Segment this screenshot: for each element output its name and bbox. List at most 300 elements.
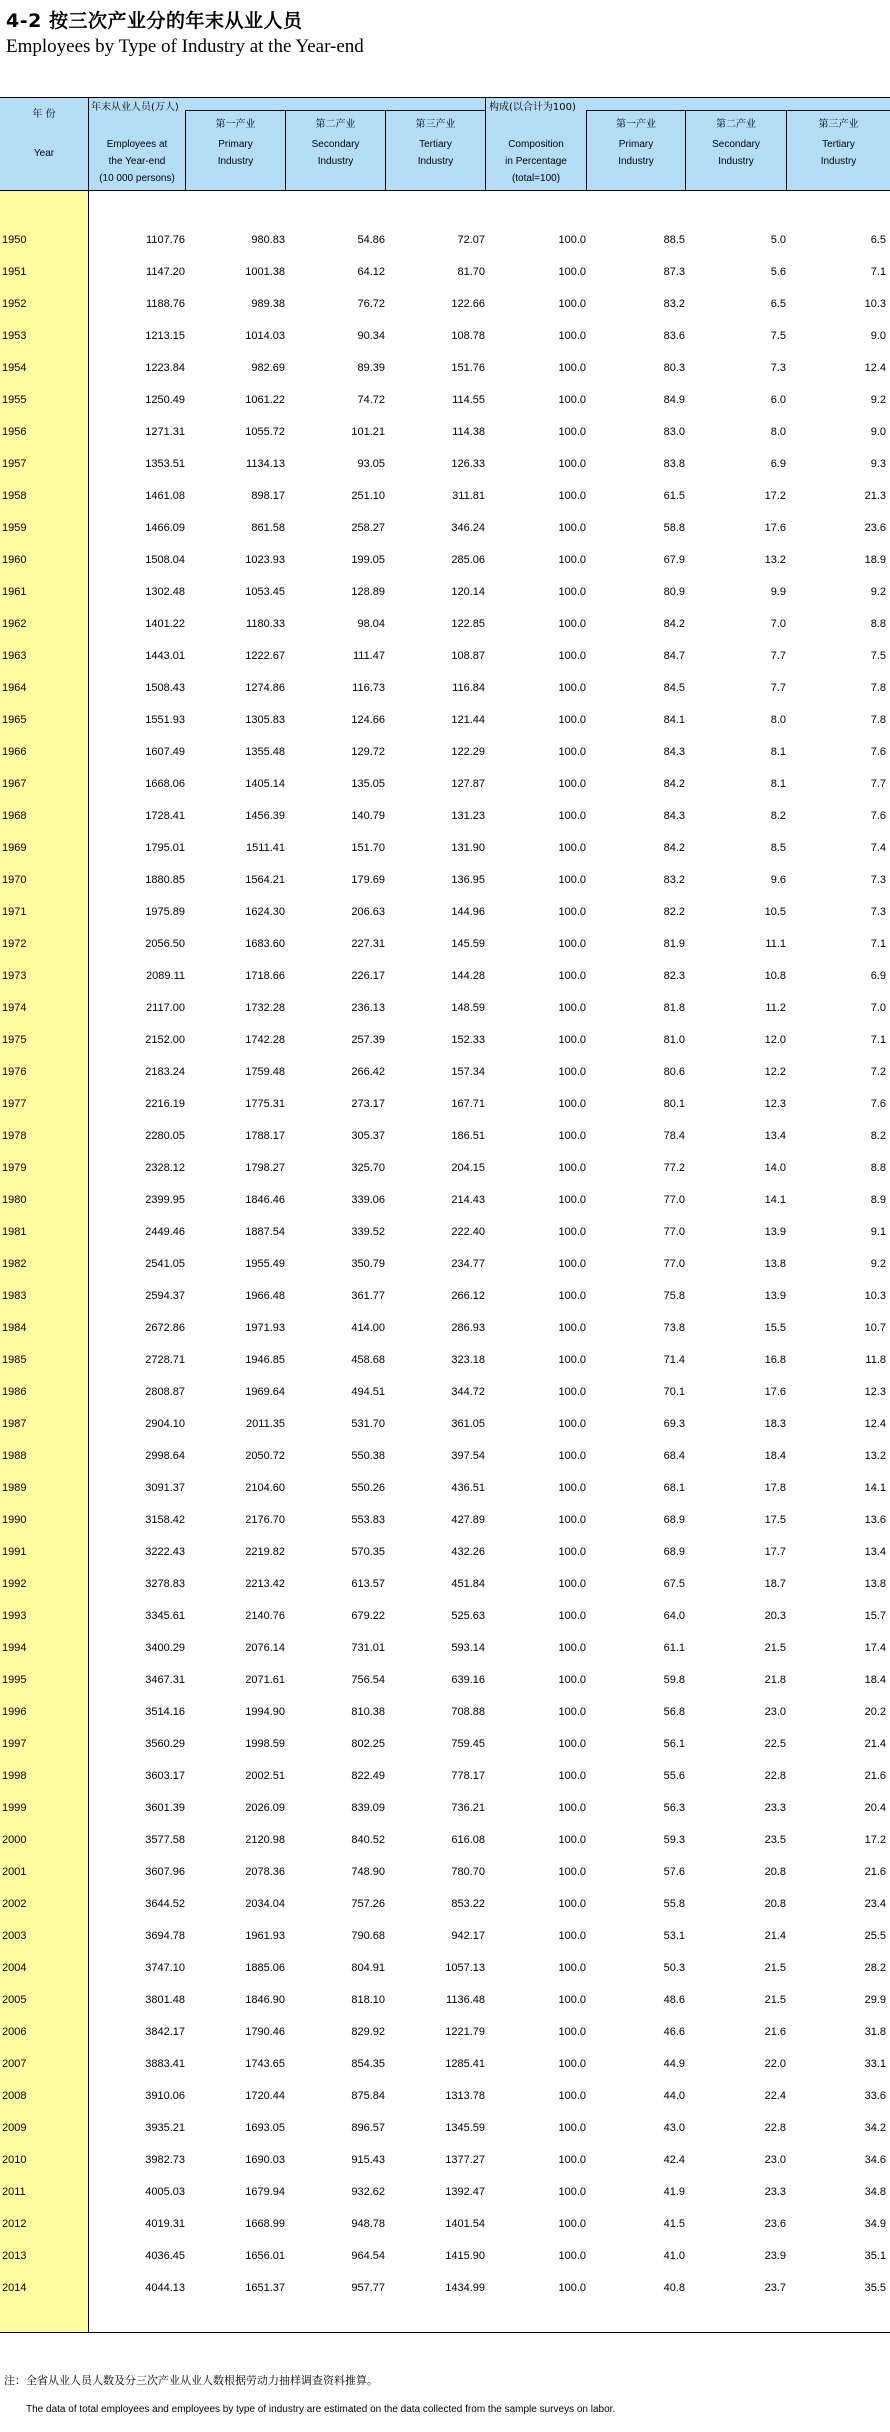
cell-primary-pct: 48.6 bbox=[663, 1994, 685, 2006]
cell-secondary: 116.73 bbox=[352, 682, 385, 694]
cell-tertiary: 167.71 bbox=[451, 1098, 485, 1110]
table-row bbox=[0, 1599, 890, 1631]
table-row bbox=[0, 671, 890, 703]
cell-secondary: 790.68 bbox=[351, 1930, 385, 1942]
cell-tertiary-pct: 9.2 bbox=[870, 1258, 886, 1270]
cell-primary: 982.69 bbox=[251, 362, 285, 374]
cell-tertiary: 323.18 bbox=[451, 1354, 485, 1366]
cell-total: 1353.51 bbox=[145, 458, 185, 470]
cell-total: 2904.10 bbox=[145, 1418, 185, 1430]
table-row bbox=[0, 1119, 890, 1151]
cell-primary: 2076.14 bbox=[245, 1642, 285, 1654]
cell-composition: 100.0 bbox=[558, 650, 586, 662]
cell-primary: 1564.21 bbox=[245, 874, 285, 886]
cell-total: 3747.10 bbox=[145, 1962, 185, 1974]
header-tertiary-pct-industry: Industry bbox=[820, 156, 857, 167]
cell-secondary-pct: 18.3 bbox=[764, 1418, 786, 1430]
row-year: 2009 bbox=[2, 2122, 27, 2134]
table-row bbox=[0, 895, 890, 927]
cell-composition: 100.0 bbox=[558, 682, 586, 694]
cell-total: 1508.43 bbox=[145, 682, 185, 694]
table-bottom-rule bbox=[0, 2332, 890, 2333]
cell-tertiary: 285.06 bbox=[451, 554, 485, 566]
cell-primary: 2011.35 bbox=[246, 1418, 285, 1430]
cell-primary: 1053.45 bbox=[245, 586, 285, 598]
cell-primary-pct: 73.8 bbox=[663, 1322, 685, 1334]
cell-primary-pct: 41.9 bbox=[663, 2186, 685, 2198]
cell-tertiary-pct: 28.2 bbox=[864, 1962, 886, 1974]
cell-tertiary: 853.22 bbox=[451, 1898, 485, 1910]
cell-primary: 1998.59 bbox=[245, 1738, 285, 1750]
cell-secondary-pct: 12.3 bbox=[764, 1098, 786, 1110]
cell-secondary: 458.68 bbox=[351, 1354, 385, 1366]
cell-primary: 898.17 bbox=[251, 490, 285, 502]
cell-composition: 100.0 bbox=[558, 1834, 586, 1846]
cell-total: 2672.86 bbox=[145, 1322, 185, 1334]
cell-tertiary: 222.40 bbox=[451, 1226, 485, 1238]
cell-tertiary-pct: 7.3 bbox=[870, 874, 886, 886]
table-row bbox=[0, 1663, 890, 1695]
table-row bbox=[0, 1983, 890, 2015]
cell-tertiary: 1415.90 bbox=[445, 2250, 485, 2262]
row-year: 2012 bbox=[2, 2218, 27, 2230]
cell-tertiary: 397.54 bbox=[451, 1450, 485, 1462]
cell-secondary: 840.52 bbox=[351, 1834, 385, 1846]
cell-secondary: 494.51 bbox=[351, 1386, 385, 1398]
cell-primary-pct: 61.1 bbox=[663, 1642, 685, 1654]
cell-secondary: 839.09 bbox=[351, 1802, 385, 1814]
cell-primary: 1885.06 bbox=[245, 1962, 285, 1974]
cell-tertiary: 144.28 bbox=[451, 970, 485, 982]
cell-primary: 1693.05 bbox=[245, 2122, 285, 2134]
cell-tertiary-pct: 18.4 bbox=[864, 1674, 886, 1686]
cell-total: 3514.16 bbox=[145, 1706, 185, 1718]
table-row bbox=[0, 351, 890, 383]
cell-composition: 100.0 bbox=[558, 1898, 586, 1910]
cell-tertiary: 157.34 bbox=[451, 1066, 485, 1078]
cell-tertiary-pct: 34.6 bbox=[864, 2154, 886, 2166]
cell-secondary-pct: 5.0 bbox=[770, 234, 786, 246]
cell-primary-pct: 84.3 bbox=[663, 810, 685, 822]
cell-total: 1466.09 bbox=[145, 522, 185, 534]
cell-tertiary-pct: 7.7 bbox=[870, 778, 886, 790]
cell-tertiary-pct: 8.8 bbox=[870, 1162, 886, 1174]
cell-composition: 100.0 bbox=[558, 2058, 586, 2070]
cell-tertiary: 81.70 bbox=[457, 266, 485, 278]
cell-secondary-pct: 7.7 bbox=[770, 650, 786, 662]
cell-tertiary-pct: 7.2 bbox=[870, 1066, 886, 1078]
table-row bbox=[0, 1439, 890, 1471]
header-total-en-3: (10 000 persons) bbox=[99, 173, 175, 184]
cell-tertiary-pct: 33.6 bbox=[864, 2090, 886, 2102]
cell-tertiary-pct: 31.8 bbox=[864, 2026, 886, 2038]
cell-primary-pct: 44.0 bbox=[663, 2090, 685, 2102]
cell-secondary-pct: 6.0 bbox=[770, 394, 786, 406]
cell-secondary: 273.17 bbox=[351, 1098, 385, 1110]
cell-secondary-pct: 23.7 bbox=[764, 2282, 786, 2294]
cell-tertiary-pct: 15.7 bbox=[864, 1610, 886, 1622]
table-row bbox=[0, 2271, 890, 2303]
cell-composition: 100.0 bbox=[558, 2250, 586, 2262]
header-year bbox=[0, 106, 88, 162]
cell-tertiary-pct: 21.4 bbox=[864, 1738, 886, 1750]
table-row bbox=[0, 1375, 890, 1407]
cell-composition: 100.0 bbox=[558, 1450, 586, 1462]
cell-tertiary: 593.14 bbox=[451, 1642, 485, 1654]
cell-primary: 2034.04 bbox=[245, 1898, 285, 1910]
row-year: 1976 bbox=[2, 1066, 27, 1078]
cell-total: 3982.73 bbox=[145, 2154, 185, 2166]
cell-secondary: 135.05 bbox=[351, 778, 385, 790]
table-row bbox=[0, 2079, 890, 2111]
cell-tertiary: 1377.27 bbox=[445, 2154, 485, 2166]
header-comp-en-2: in Percentage bbox=[505, 156, 567, 167]
header-bottom-rule bbox=[0, 190, 890, 191]
cell-secondary-pct: 20.8 bbox=[764, 1866, 786, 1878]
cell-secondary: 258.27 bbox=[351, 522, 385, 534]
cell-primary-pct: 84.2 bbox=[663, 842, 685, 854]
cell-tertiary-pct: 18.9 bbox=[864, 554, 886, 566]
cell-tertiary: 266.12 bbox=[451, 1290, 485, 1302]
cell-tertiary: 186.51 bbox=[451, 1130, 485, 1142]
cell-tertiary: 151.76 bbox=[451, 362, 485, 374]
cell-total: 1443.01 bbox=[145, 650, 185, 662]
cell-primary: 1743.65 bbox=[245, 2058, 285, 2070]
row-year: 1996 bbox=[2, 1706, 27, 1718]
cell-secondary: 101.21 bbox=[351, 426, 385, 438]
cell-composition: 100.0 bbox=[558, 1482, 586, 1494]
cell-tertiary-pct: 9.2 bbox=[870, 586, 886, 598]
table-row bbox=[0, 2015, 890, 2047]
cell-secondary: 64.12 bbox=[357, 266, 385, 278]
cell-primary-pct: 84.9 bbox=[663, 394, 685, 406]
cell-primary-pct: 43.0 bbox=[663, 2122, 685, 2134]
cell-secondary-pct: 10.5 bbox=[764, 906, 786, 918]
row-year: 1971 bbox=[2, 906, 27, 918]
cell-primary-pct: 64.0 bbox=[663, 1610, 685, 1622]
cell-secondary: 305.37 bbox=[351, 1130, 385, 1142]
cell-tertiary-pct: 6.5 bbox=[870, 234, 886, 246]
cell-primary: 2078.36 bbox=[245, 1866, 285, 1878]
table-row bbox=[0, 415, 890, 447]
cell-tertiary: 108.78 bbox=[451, 330, 485, 342]
cell-composition: 100.0 bbox=[558, 906, 586, 918]
cell-total: 1107.76 bbox=[146, 234, 185, 246]
cell-tertiary: 736.21 bbox=[451, 1802, 485, 1814]
row-year: 1987 bbox=[2, 1418, 27, 1430]
header-group-rule-2 bbox=[586, 110, 890, 111]
cell-primary-pct: 59.8 bbox=[663, 1674, 685, 1686]
cell-total: 2594.37 bbox=[145, 1290, 185, 1302]
cell-primary: 861.58 bbox=[251, 522, 285, 534]
cell-tertiary-pct: 34.8 bbox=[864, 2186, 886, 2198]
cell-secondary: 257.39 bbox=[351, 1034, 385, 1046]
cell-tertiary: 361.05 bbox=[451, 1418, 485, 1430]
cell-composition: 100.0 bbox=[558, 2026, 586, 2038]
cell-secondary-pct: 8.0 bbox=[770, 714, 786, 726]
cell-tertiary: 72.07 bbox=[457, 234, 485, 246]
cell-primary-pct: 68.9 bbox=[663, 1514, 685, 1526]
row-year: 1962 bbox=[2, 618, 27, 630]
table-row bbox=[0, 1407, 890, 1439]
row-year: 2006 bbox=[2, 2026, 27, 2038]
cell-primary: 1969.64 bbox=[245, 1386, 285, 1398]
cell-primary: 1180.33 bbox=[246, 618, 285, 630]
cell-primary: 1061.22 bbox=[245, 394, 285, 406]
cell-tertiary: 286.93 bbox=[451, 1322, 485, 1334]
cell-total: 3935.21 bbox=[145, 2122, 185, 2134]
cell-tertiary-pct: 14.1 bbox=[864, 1482, 886, 1494]
cell-primary: 1222.67 bbox=[245, 650, 285, 662]
row-year: 1965 bbox=[2, 714, 27, 726]
row-year: 2003 bbox=[2, 1930, 27, 1942]
cell-tertiary-pct: 13.6 bbox=[864, 1514, 886, 1526]
cell-tertiary: 778.17 bbox=[451, 1770, 485, 1782]
cell-secondary-pct: 8.0 bbox=[770, 426, 786, 438]
table-row bbox=[0, 2175, 890, 2207]
cell-total: 4019.31 bbox=[145, 2218, 185, 2230]
cell-secondary-pct: 17.6 bbox=[764, 1386, 786, 1398]
header-tertiary-pct-cn: 第三产业 bbox=[818, 119, 859, 130]
cell-tertiary: 451.84 bbox=[451, 1578, 485, 1590]
cell-composition: 100.0 bbox=[558, 810, 586, 822]
cell-secondary: 227.31 bbox=[351, 938, 385, 950]
cell-primary-pct: 77.0 bbox=[663, 1194, 685, 1206]
cell-primary-pct: 68.4 bbox=[663, 1450, 685, 1462]
cell-composition: 100.0 bbox=[558, 1322, 586, 1334]
cell-tertiary-pct: 7.4 bbox=[870, 842, 886, 854]
cell-total: 3345.61 bbox=[145, 1610, 185, 1622]
cell-tertiary: 1401.54 bbox=[445, 2218, 485, 2230]
table-row bbox=[0, 1535, 890, 1567]
table-row bbox=[0, 1503, 890, 1535]
cell-tertiary-pct: 23.6 bbox=[864, 522, 886, 534]
cell-primary: 2050.72 bbox=[245, 1450, 285, 1462]
cell-secondary: 251.10 bbox=[351, 490, 385, 502]
cell-composition: 100.0 bbox=[558, 874, 586, 886]
cell-secondary-pct: 13.9 bbox=[764, 1290, 786, 1302]
cell-tertiary: 1345.59 bbox=[445, 2122, 485, 2134]
cell-tertiary-pct: 7.6 bbox=[870, 746, 886, 758]
cell-tertiary-pct: 35.1 bbox=[864, 2250, 886, 2262]
cell-tertiary: 131.90 bbox=[451, 842, 485, 854]
cell-primary-pct: 83.0 bbox=[663, 426, 685, 438]
cell-total: 2117.00 bbox=[146, 1002, 185, 1014]
cell-secondary-pct: 7.5 bbox=[770, 330, 786, 342]
cell-total: 1508.04 bbox=[145, 554, 185, 566]
header-primary-pct-en: Primary bbox=[618, 139, 654, 150]
row-year: 1958 bbox=[2, 490, 27, 502]
cell-tertiary: 525.63 bbox=[451, 1610, 485, 1622]
row-year: 1969 bbox=[2, 842, 27, 854]
table-row bbox=[0, 799, 890, 831]
cell-secondary: 915.43 bbox=[351, 2154, 385, 2166]
row-year: 2010 bbox=[2, 2154, 27, 2166]
table-row bbox=[0, 223, 890, 255]
row-year: 2007 bbox=[2, 2058, 27, 2070]
cell-tertiary: 1136.48 bbox=[446, 1994, 485, 2006]
cell-composition: 100.0 bbox=[558, 490, 586, 502]
cell-primary: 1775.31 bbox=[245, 1098, 285, 1110]
cell-total: 2449.46 bbox=[145, 1226, 185, 1238]
cell-primary: 1718.66 bbox=[245, 970, 285, 982]
cell-secondary: 98.04 bbox=[357, 618, 385, 630]
table-row bbox=[0, 1279, 890, 1311]
cell-composition: 100.0 bbox=[558, 362, 586, 374]
row-year: 1967 bbox=[2, 778, 27, 790]
cell-tertiary-pct: 34.2 bbox=[864, 2122, 886, 2134]
cell-total: 2728.71 bbox=[145, 1354, 185, 1366]
header-primary-pct-industry: Industry bbox=[618, 156, 654, 167]
cell-total: 3560.29 bbox=[145, 1738, 185, 1750]
cell-total: 1668.06 bbox=[145, 778, 185, 790]
cell-primary-pct: 46.6 bbox=[663, 2026, 685, 2038]
row-year: 1982 bbox=[2, 1258, 27, 1270]
cell-primary-pct: 56.1 bbox=[663, 1738, 685, 1750]
cell-primary-pct: 55.6 bbox=[663, 1770, 685, 1782]
row-year: 1959 bbox=[2, 522, 27, 534]
cell-tertiary: 136.95 bbox=[451, 874, 485, 886]
row-year: 1970 bbox=[2, 874, 27, 886]
table-row bbox=[0, 831, 890, 863]
cell-secondary: 818.10 bbox=[351, 1994, 385, 2006]
cell-composition: 100.0 bbox=[558, 330, 586, 342]
cell-secondary-pct: 23.6 bbox=[764, 2218, 786, 2230]
cell-total: 2183.24 bbox=[145, 1066, 185, 1078]
cell-total: 1607.49 bbox=[145, 746, 185, 758]
cell-primary: 1790.46 bbox=[245, 2026, 285, 2038]
cell-composition: 100.0 bbox=[558, 298, 586, 310]
cell-primary-pct: 70.1 bbox=[663, 1386, 685, 1398]
footnote-cn: 注：全省从业人员人数及分三次产业从业人数根据劳动力抽样调查资料推算。 bbox=[4, 2374, 378, 2387]
cell-primary: 1014.03 bbox=[245, 330, 285, 342]
cell-primary-pct: 78.4 bbox=[663, 1130, 685, 1142]
cell-secondary-pct: 17.8 bbox=[764, 1482, 786, 1494]
cell-secondary: 325.70 bbox=[351, 1162, 385, 1174]
cell-total: 3607.96 bbox=[145, 1866, 185, 1878]
cell-tertiary-pct: 7.8 bbox=[870, 714, 886, 726]
cell-tertiary: 708.88 bbox=[451, 1706, 485, 1718]
cell-total: 3467.31 bbox=[145, 1674, 185, 1686]
header-tertiary-pct bbox=[787, 116, 890, 170]
cell-primary-pct: 80.9 bbox=[663, 586, 685, 598]
row-year: 1985 bbox=[2, 1354, 27, 1366]
header-primary bbox=[186, 116, 285, 170]
cell-composition: 100.0 bbox=[558, 778, 586, 790]
cell-secondary-pct: 9.6 bbox=[770, 874, 786, 886]
cell-secondary-pct: 11.1 bbox=[765, 938, 786, 950]
cell-primary: 1355.48 bbox=[245, 746, 285, 758]
cell-primary: 1732.28 bbox=[245, 1002, 285, 1014]
header-secondary bbox=[286, 116, 385, 170]
group-label-employees: 年末从业人员(万人) bbox=[91, 102, 179, 113]
cell-secondary-pct: 18.7 bbox=[764, 1578, 786, 1590]
table-row bbox=[0, 2143, 890, 2175]
cell-tertiary-pct: 7.1 bbox=[870, 938, 886, 950]
row-year: 1980 bbox=[2, 1194, 27, 1206]
cell-secondary: 90.34 bbox=[357, 330, 385, 342]
cell-secondary: 810.38 bbox=[351, 1706, 385, 1718]
cell-composition: 100.0 bbox=[558, 554, 586, 566]
cell-total: 1223.84 bbox=[145, 362, 185, 374]
cell-primary-pct: 84.7 bbox=[663, 650, 685, 662]
cell-primary: 1134.13 bbox=[246, 458, 285, 470]
cell-primary: 1511.41 bbox=[246, 842, 285, 854]
cell-tertiary: 1285.41 bbox=[445, 2058, 485, 2070]
table-row bbox=[0, 255, 890, 287]
row-year: 1966 bbox=[2, 746, 27, 758]
cell-tertiary: 122.85 bbox=[451, 618, 485, 630]
table-title-cn: 4-2 按三次产业分的年末从业人员 bbox=[6, 10, 303, 32]
cell-tertiary: 942.17 bbox=[451, 1930, 485, 1942]
cell-tertiary: 127.87 bbox=[451, 778, 485, 790]
cell-secondary-pct: 17.5 bbox=[764, 1514, 786, 1526]
cell-primary: 1456.39 bbox=[245, 810, 285, 822]
cell-secondary-pct: 23.5 bbox=[764, 1834, 786, 1846]
cell-total: 1975.89 bbox=[145, 906, 185, 918]
cell-secondary: 531.70 bbox=[351, 1418, 385, 1430]
cell-secondary: 570.35 bbox=[351, 1546, 385, 1558]
cell-tertiary-pct: 23.4 bbox=[864, 1898, 886, 1910]
cell-tertiary-pct: 7.3 bbox=[870, 906, 886, 918]
row-year: 1952 bbox=[2, 298, 27, 310]
cell-secondary-pct: 23.9 bbox=[764, 2250, 786, 2262]
cell-tertiary-pct: 7.5 bbox=[870, 650, 886, 662]
cell-secondary: 76.72 bbox=[357, 298, 385, 310]
cell-secondary: 854.35 bbox=[351, 2058, 385, 2070]
cell-primary-pct: 84.2 bbox=[663, 778, 685, 790]
cell-composition: 100.0 bbox=[558, 426, 586, 438]
cell-tertiary-pct: 25.5 bbox=[864, 1930, 886, 1942]
cell-total: 3910.06 bbox=[145, 2090, 185, 2102]
row-year: 2004 bbox=[2, 1962, 27, 1974]
cell-total: 3091.37 bbox=[145, 1482, 185, 1494]
cell-secondary: 128.89 bbox=[351, 586, 385, 598]
cell-tertiary: 436.51 bbox=[451, 1482, 485, 1494]
header-tertiary-pct-en: Tertiary bbox=[822, 139, 855, 150]
cell-primary-pct: 83.6 bbox=[663, 330, 685, 342]
cell-secondary: 206.63 bbox=[351, 906, 385, 918]
cell-composition: 100.0 bbox=[558, 1770, 586, 1782]
cell-secondary-pct: 13.8 bbox=[764, 1258, 786, 1270]
header-composition bbox=[486, 136, 586, 187]
header-tertiary-en: Tertiary bbox=[419, 139, 452, 150]
table-title-en: Employees by Type of Industry at the Year-end bbox=[6, 36, 364, 57]
cell-tertiary-pct: 9.2 bbox=[870, 394, 886, 406]
table-row bbox=[0, 575, 890, 607]
cell-primary-pct: 67.9 bbox=[663, 554, 685, 566]
row-year: 1963 bbox=[2, 650, 27, 662]
cell-primary: 2120.98 bbox=[245, 1834, 285, 1846]
cell-tertiary: 639.16 bbox=[451, 1674, 485, 1686]
cell-secondary-pct: 14.1 bbox=[764, 1194, 786, 1206]
row-year: 1986 bbox=[2, 1386, 27, 1398]
cell-primary-pct: 82.2 bbox=[663, 906, 685, 918]
cell-primary: 1683.60 bbox=[245, 938, 285, 950]
cell-primary-pct: 80.3 bbox=[663, 362, 685, 374]
cell-composition: 100.0 bbox=[558, 1930, 586, 1942]
header-total-en-1: Employees at bbox=[106, 139, 168, 150]
cell-secondary: 129.72 bbox=[351, 746, 385, 758]
row-year: 1999 bbox=[2, 1802, 27, 1814]
row-year: 1998 bbox=[2, 1770, 27, 1782]
cell-secondary: 757.26 bbox=[351, 1898, 385, 1910]
cell-tertiary-pct: 10.3 bbox=[864, 298, 886, 310]
table-row bbox=[0, 1727, 890, 1759]
cell-tertiary: 152.33 bbox=[451, 1034, 485, 1046]
cell-primary-pct: 68.9 bbox=[663, 1546, 685, 1558]
cell-composition: 100.0 bbox=[558, 1354, 586, 1366]
